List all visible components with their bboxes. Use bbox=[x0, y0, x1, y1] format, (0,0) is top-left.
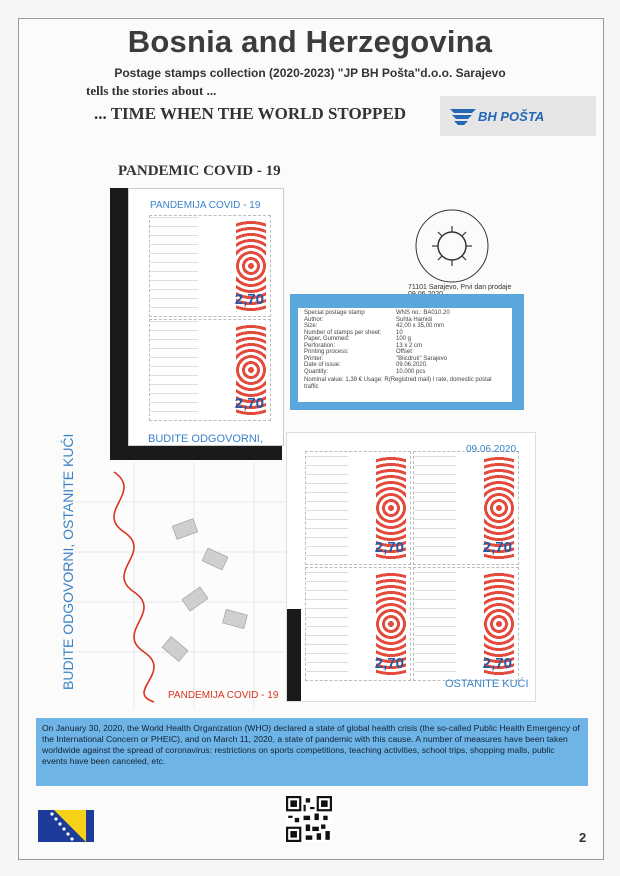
tells-text: tells the stories about ... bbox=[86, 83, 217, 98]
sheet-paper bbox=[128, 188, 284, 446]
covid-artwork bbox=[74, 462, 294, 708]
stamp bbox=[413, 451, 519, 565]
description-paragraph: On January 30, 2020, the World Health Organization (WHO) declared a state of global health crisis (the so-called Public Health Emergency of the International Concern or PHEIC), and on March 11, 2020, a state of pandemic with this cause. A number of measures have been taken worldwide against the spread of coronavirus: restrictions on sports competitions, teaching activities, school trips, shopping malls, public events have been canceled, etc. bbox=[36, 718, 588, 786]
art-bottom-label: PANDEMIJA COVID - 19 bbox=[168, 690, 279, 701]
page-title: Bosnia and Herzegovina bbox=[127, 24, 493, 59]
stamp bbox=[149, 215, 271, 317]
art-vertical-text: BUDITE ODGOVORNI, OSTANITE KUĆI bbox=[60, 433, 76, 690]
stamp bbox=[305, 451, 411, 565]
info-row: Perforation: 13 x 2 cm bbox=[304, 342, 423, 349]
info-row: Size: 42,00 x 35,00 mm bbox=[304, 323, 445, 329]
brick-wall-art bbox=[150, 320, 198, 420]
bh-posta-logo bbox=[440, 96, 596, 136]
page-subtitle: Postage stamps collection (2020-2023) "JP BH Pošta"d.o.o. Sarajevo bbox=[114, 66, 506, 80]
bih-flag-icon bbox=[38, 810, 94, 842]
qr-code-icon[interactable] bbox=[286, 796, 332, 842]
info-row: Date of issue: 09.06.2020. bbox=[304, 362, 428, 368]
postmark-stamp bbox=[400, 204, 502, 290]
logo-text: BH POŠTA bbox=[478, 109, 545, 124]
stamp-value: 2,70 bbox=[374, 539, 404, 556]
sheet-shadow bbox=[287, 609, 301, 701]
info-card bbox=[298, 308, 512, 402]
brick-wall-art bbox=[414, 568, 456, 680]
flag-stars bbox=[38, 810, 94, 842]
virus-icon bbox=[438, 232, 466, 260]
page-number: 2 bbox=[579, 830, 587, 845]
stamp-value: 2,70 bbox=[374, 655, 404, 672]
stamp-value: 2,70 bbox=[234, 395, 264, 412]
info-row: Printer: "Blicdruk" Sarajevo bbox=[304, 355, 447, 362]
sheet2-date: 09.06.2020. bbox=[466, 444, 519, 455]
section-title: PANDEMIC COVID - 19 bbox=[118, 163, 281, 179]
postmark-text: 71101 Sarajevo, Prvi dan prodaje bbox=[408, 284, 512, 291]
info-row: Printing process: Offset bbox=[304, 349, 412, 355]
stamp-sheet-large bbox=[286, 432, 536, 702]
wings-icon bbox=[448, 105, 478, 127]
stamp bbox=[413, 567, 519, 681]
info-row: Paper, Gummed: 100 g bbox=[304, 336, 412, 342]
stamp-value: 2,70 bbox=[482, 539, 512, 556]
stamp-info-panel bbox=[290, 294, 524, 410]
info-row: Number of stamps per sheet: 10 bbox=[304, 329, 403, 336]
info-note: Nominal value: 1,38 € Usage: R(Registred mail) I rate, domestic postal traffic bbox=[304, 377, 492, 390]
info-row: Author: Suhta Hamidi bbox=[304, 316, 433, 323]
brick-wall-art bbox=[414, 452, 456, 564]
stamp-value: 2,70 bbox=[482, 655, 512, 672]
headline: ... TIME WHEN THE WORLD STOPPED bbox=[94, 104, 407, 123]
sheet2-bottom-label: OSTANITE KUĆI bbox=[445, 678, 529, 690]
info-row: Special postage stamp WNS no.: BA010.20 bbox=[304, 310, 450, 316]
brick-wall-art bbox=[306, 568, 348, 680]
sheet1-bottom-label: BUDITE ODGOVORNI, bbox=[148, 433, 263, 445]
brick-wall-art bbox=[150, 216, 198, 316]
sheet1-top-label: PANDEMIJA COVID - 19 bbox=[150, 200, 261, 211]
stamp-value: 2,70 bbox=[234, 291, 264, 308]
stamp-sheet-small bbox=[110, 188, 282, 460]
brick-wall-art bbox=[306, 452, 348, 564]
info-row: Quantity: 10.000 pcs bbox=[304, 368, 426, 375]
stamp bbox=[149, 319, 271, 421]
stamp bbox=[305, 567, 411, 681]
